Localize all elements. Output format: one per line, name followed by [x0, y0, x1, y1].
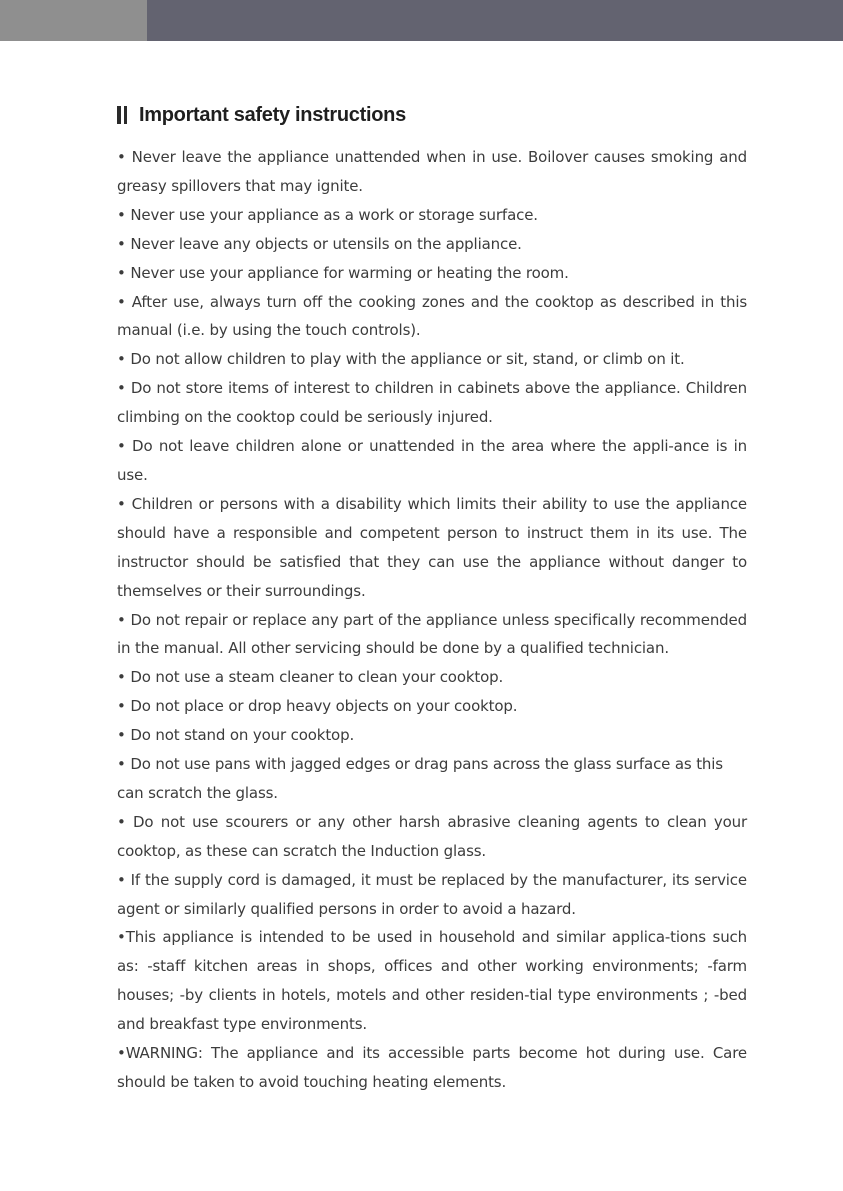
- instruction-item: • Never leave the appliance unattended when in use. Boilover causes smoking and greasy spillovers that may ignite.: [117, 148, 747, 195]
- instruction-item: • Do not leave children alone or unattended in the area where the appli-ance is in use.: [117, 437, 747, 484]
- double-bar-marker-icon: [117, 106, 127, 124]
- section-heading: [117, 100, 406, 130]
- instructions-list: [117, 143, 747, 1097]
- header-tab: [0, 0, 147, 41]
- instruction-item: • Do not store items of interest to children in cabinets above the appliance. Children climbing on the cooktop could be seriously injured.: [117, 379, 747, 427]
- instruction-item: • Do not use scourers or any other harsh abrasive cleaning agents to clean your cooktop, as these can scratch the Induction glass.: [117, 812, 747, 860]
- instruction-item: • Never use your appliance for warming or heating the room.: [117, 263, 569, 282]
- instruction-item: • Do not use a steam cleaner to clean your cooktop.: [117, 668, 504, 687]
- instruction-item: • Do not use pans with jagged edges or drag pans across the glass surface as this can scratch the glass.: [117, 755, 723, 802]
- instruction-item: • Do not stand on your cooktop.: [117, 726, 355, 745]
- instruction-item: • After use, always turn off the cooking zones and the cooktop as described in this manual (i.e. by using the touch controls).: [117, 292, 747, 340]
- instruction-item: • Do not allow children to play with the appliance or sit, stand, or climb on it.: [117, 350, 685, 369]
- instruction-item: •WARNING: The appliance and its accessible parts become hot during use. Care should be taken to avoid touching heating elements.: [117, 1044, 747, 1091]
- instruction-item: • Do not repair or replace any part of the appliance unless specifically recommended in the manual. All other servicing should be done by a qualified technician.: [117, 610, 747, 658]
- instruction-item: • Never leave any objects or utensils on the appliance.: [117, 234, 522, 253]
- instruction-item: • Do not place or drop heavy objects on your cooktop.: [117, 697, 518, 716]
- instruction-item: •This appliance is intended to be used in household and similar applica-tions such as: -staff kitchen areas in shops, offices and other working environments; -farm houses; -by clients in hotels, motels and other residen-tial type environments ; -bed and breakfast type environments.: [117, 928, 747, 1034]
- instruction-item: • If the supply cord is damaged, it must be replaced by the manufacturer, its service agent or similarly qualified persons in order to avoid a hazard.: [117, 870, 747, 918]
- instruction-item: • Children or persons with a disability which limits their ability to use the appliance should have a responsible and competent person to instruct them in its use. The instructor should be satisfied that they can use the appliance without danger to themselves or their surroundings.: [117, 494, 747, 600]
- instruction-item: • Never use your appliance as a work or storage surface.: [117, 205, 538, 224]
- page-title: Important safety instructions: [139, 103, 406, 126]
